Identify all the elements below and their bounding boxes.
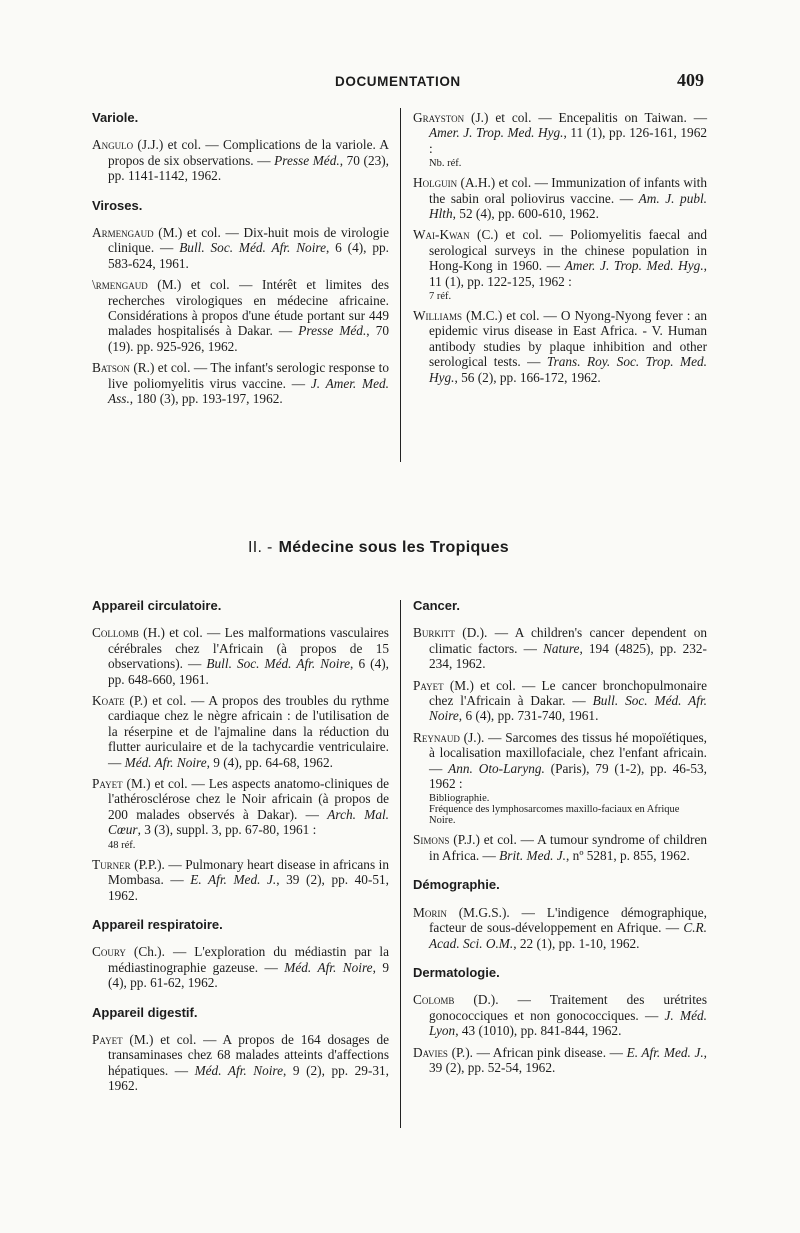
bibliography-entry xyxy=(92,776,389,838)
entry-author: Angulo xyxy=(92,137,134,153)
entry-journal: Trans. Roy. Soc. Trop. Med. Hyg. xyxy=(429,354,707,385)
entry-note: 48 réf. xyxy=(108,839,136,851)
entry-details: , nº 5281, p. 855, 1962. xyxy=(566,847,690,863)
entry-journal: Amer. J. Trop. Med. Hyg. xyxy=(564,258,704,274)
column-divider-bottom xyxy=(400,600,401,1128)
bibliography-entry xyxy=(413,678,707,724)
entry-details: , 9 (2), pp. 29-31, 1962. xyxy=(108,1062,389,1094)
entry-author: Batson xyxy=(92,360,130,376)
entry-details: , 43 (1010), pp. 841-844, 1962. xyxy=(455,1023,622,1039)
bottom-left-column xyxy=(92,598,389,1100)
entry-note: Fréquence des lymphosarcomes maxillo-faciaux en Afrique Noire. xyxy=(429,804,680,827)
entry-text: (C.) et col. — Poliomyelitis faecal and serological surveys in the chinese population in Hong-Kong in 1960. — xyxy=(429,227,707,274)
section-heading: Dermatologie. xyxy=(413,964,500,980)
entry-details: , 3 (3), suppl. 3, pp. 67-80, 1961 : xyxy=(137,822,317,838)
entry-journal: Méd. Afr. Noire xyxy=(284,959,373,975)
section-heading: Variole. xyxy=(92,110,139,125)
entry-text: (P.) et col. — A propos des troubles du rythme cardiaque chez le nègre africain : de l'utilisation de la réserpine et de l'ajmaline dans la réduction du flutter auriculaire et de la tachycardie ventriculaire. — xyxy=(108,693,389,770)
bibliography-entry xyxy=(413,905,707,951)
running-head xyxy=(0,70,800,94)
entry-author: Payet xyxy=(92,776,123,792)
entry-author: Holguin xyxy=(413,175,458,191)
part-title xyxy=(248,539,509,557)
entry-author: Simons xyxy=(413,832,450,848)
entry-author: Coury xyxy=(92,944,126,960)
entry-author: Payet xyxy=(92,1031,123,1047)
entry-text: (M.) et col. — Le cancer bronchopulmonaire chez l'Africain à Dakar. — xyxy=(429,677,707,709)
entry-author: Koate xyxy=(92,693,125,709)
entry-author: Morin xyxy=(413,904,447,920)
entry-details: , 180 (3), pp. 193-197, 1962. xyxy=(129,391,283,407)
bibliography-entry xyxy=(413,110,707,156)
entry-author: Burkitt xyxy=(413,625,455,641)
entry-journal: Presse Méd. xyxy=(298,323,367,339)
entry-journal: E. Afr. Med. J. xyxy=(190,872,277,888)
bibliography-entry xyxy=(92,225,389,271)
entry-note: 7 réf. xyxy=(429,291,452,303)
entry-journal: Brit. Med. J. xyxy=(499,847,567,863)
entry-author: Williams xyxy=(413,308,463,324)
entry-text: (D.). — A children's cancer dependent on climatic factors. — xyxy=(429,625,707,656)
bibliography-entry xyxy=(413,1045,707,1076)
section-heading: Appareil circulatoire. xyxy=(92,598,222,613)
entry-text: (M.C.) et col. — O Nyong-Nyong fever : an epidemic virus disease in East Africa. - V. Human antibody studies by plaque inhibition and other serological tests. — xyxy=(429,308,707,370)
top-right-column xyxy=(413,110,707,391)
entry-text: (Ch.). — L'exploration du médiastin par la médiastinographie gazeuse. — xyxy=(108,944,389,975)
entry-text: (P.J.) et col. — A tumour syndrome of children in Africa. — xyxy=(429,832,707,863)
bibliography-entry xyxy=(413,625,707,671)
bibliography-entry xyxy=(413,992,707,1038)
entry-details: , 56 (2), pp. 166-172, 1962. xyxy=(454,369,601,385)
entry-text: (M.) et col. — A propos de 164 dosages de transaminases chez 68 malades atteints d'affections hépatiques. — xyxy=(108,1031,389,1078)
entry-author: Reynaud xyxy=(413,729,460,745)
entry-journal: Arch. Mal. Cœur xyxy=(108,806,390,838)
entry-text: (D.). — Traitement des urétrites gonococciques et non gonococciques. — xyxy=(429,992,707,1023)
entry-author: Armengaud xyxy=(92,225,154,241)
entry-journal: Bull. Soc. Méd. Afr. Noire xyxy=(206,656,351,672)
entry-text: (J.) et col. — Encepalitis on Taiwan. — xyxy=(464,110,707,125)
entry-details: (Paris), 79 (1-2), pp. 46-53, 1962 : xyxy=(429,760,707,792)
entry-text: (M.) et col. — Intérêt et limites des recherches virologiques en médecine africaine. Considérations à propos d'une étude portant sur 449 malades hospitalisés à Dakar. — xyxy=(108,277,389,339)
entry-journal: Amer. J. Trop. Med. Hyg. xyxy=(429,125,564,141)
entry-author: Colomb xyxy=(413,992,455,1008)
entry-details: , 6 (4), pp. 583-624, 1961. xyxy=(108,240,389,271)
bibliography-entry xyxy=(413,832,707,863)
entry-author: Payet xyxy=(413,677,444,693)
bibliography-entry xyxy=(413,175,707,221)
bibliography-entry xyxy=(413,308,707,385)
entry-text: (J.). — Sarcomes des tissus hé mopoïétiques, à localisation maxillofaciale, chez l'enfant africain. — xyxy=(429,729,707,776)
section-heading: Viroses. xyxy=(92,197,143,213)
entry-note: Bibliographie. xyxy=(429,793,490,805)
entry-journal: Méd. Afr. Noire xyxy=(194,1062,284,1078)
entry-text: (M.G.S.). — L'indigence démographique, facteur de sous-développement en Afrique. — xyxy=(429,904,707,936)
entry-text: (M.) et col. — Les aspects anatomo-cliniques de l'athérosclérose chez le Noir africain (à propos de 200 malades observés à Dakar). — xyxy=(108,776,389,822)
entry-text: (M.) et col. — Dix-huit mois de virologie clinique. — xyxy=(108,225,389,256)
bibliography-entry xyxy=(92,857,389,903)
entry-details: , 6 (4), pp. 648-660, 1961. xyxy=(108,656,389,687)
entry-journal: Nature xyxy=(543,640,580,656)
bibliography-entry xyxy=(413,730,707,792)
entry-details: , 52 (4), pp. 600-610, 1962. xyxy=(452,206,599,222)
bibliography-entry xyxy=(92,137,389,183)
bottom-right-column xyxy=(413,598,707,1081)
entry-text: (H.) et col. — Les malformations vasculaires cérébrales chez l'Africain (à propos de 15 observations). — xyxy=(108,625,389,672)
entry-details: , 70 (19). pp. 925-926, 1962. xyxy=(108,323,389,354)
entry-details: , 6 (4), pp. 731-740, 1961. xyxy=(458,708,599,724)
entry-journal: Am. J. publ. Hlth xyxy=(429,190,708,222)
bibliography-entry xyxy=(92,944,389,990)
entry-journal: Méd. Afr. Noire xyxy=(124,754,207,770)
page-number: 409 xyxy=(677,70,704,90)
entry-author: \rmengaud xyxy=(92,277,148,293)
section-heading: Appareil digestif. xyxy=(92,1004,198,1020)
entry-journal: Bull. Soc. Méd. Afr. Noire xyxy=(429,693,707,724)
entry-text: (R.) et col. — The infant's serologic response to live poliomyelitis virus vaccine. — xyxy=(108,360,389,391)
page-header-title: DOCUMENTATION xyxy=(335,74,461,89)
entry-journal: C.R. Acad. Sci. O.M. xyxy=(429,920,707,951)
entry-details: , 9 (4), pp. 61-62, 1962. xyxy=(108,959,389,991)
entry-journal: E. Afr. Med. J. xyxy=(626,1044,704,1060)
entry-note: Nb. réf. xyxy=(429,158,462,170)
entry-details: , 9 (4), pp. 64-68, 1962. xyxy=(206,754,333,770)
entry-details: , 11 (1), pp. 126-161, 1962 : xyxy=(429,125,707,156)
entry-details: , 70 (23), pp. 1141-1142, 1962. xyxy=(108,152,390,184)
bibliography-entry xyxy=(92,277,389,354)
entry-text: (P.P.). — Pulmonary heart disease in africans in Mombasa. — xyxy=(108,856,389,888)
entry-text: (J.J.) et col. — Complications de la variole. A propos de six observations. — xyxy=(108,137,389,168)
bibliography-entry xyxy=(92,625,389,687)
entry-details: , 39 (2), pp. 52-54, 1962. xyxy=(429,1044,707,1075)
entry-details: , 194 (4825), pp. 232-234, 1962. xyxy=(429,640,707,672)
entry-journal: Presse Méd. xyxy=(274,152,340,168)
bibliography-entry xyxy=(92,693,389,770)
section-heading: Démographie. xyxy=(413,877,500,893)
part-title-text: Médecine sous les Tropiques xyxy=(278,539,509,556)
entry-details: , 11 (1), pp. 122-125, 1962 : xyxy=(429,258,707,289)
bibliography-entry xyxy=(92,1032,389,1094)
entry-details: , 22 (1), pp. 1-10, 1962. xyxy=(513,935,640,951)
bibliography-entry xyxy=(92,360,389,406)
part-number: II. - xyxy=(248,539,273,556)
top-left-column xyxy=(92,110,389,413)
section-heading: Cancer. xyxy=(413,598,460,613)
entry-author: Grayston xyxy=(413,110,465,125)
bibliography-entry xyxy=(413,227,707,289)
column-divider-top xyxy=(400,108,401,462)
entry-text: (A.H.) et col. — Immunization of infants with the sabin oral poliovirus vaccine. — xyxy=(429,175,707,206)
entry-author: Collomb xyxy=(92,625,139,641)
entry-author: Davies xyxy=(413,1044,448,1060)
section-heading: Appareil respiratoire. xyxy=(92,916,223,932)
entry-details: , 39 (2), pp. 40-51, 1962. xyxy=(108,872,389,903)
entry-author: Wai-Kwan xyxy=(413,227,470,243)
entry-author: Turner xyxy=(92,856,131,872)
entry-journal: J. Amer. Med. Ass. xyxy=(108,375,389,407)
entry-text: (P.). — African pink disease. — xyxy=(447,1044,627,1060)
entry-journal: Ann. Oto-Laryng. xyxy=(448,760,545,776)
entry-journal: J. Méd. Lyon xyxy=(429,1007,707,1039)
entry-journal: Bull. Soc. Méd. Afr. Noire xyxy=(179,240,326,256)
